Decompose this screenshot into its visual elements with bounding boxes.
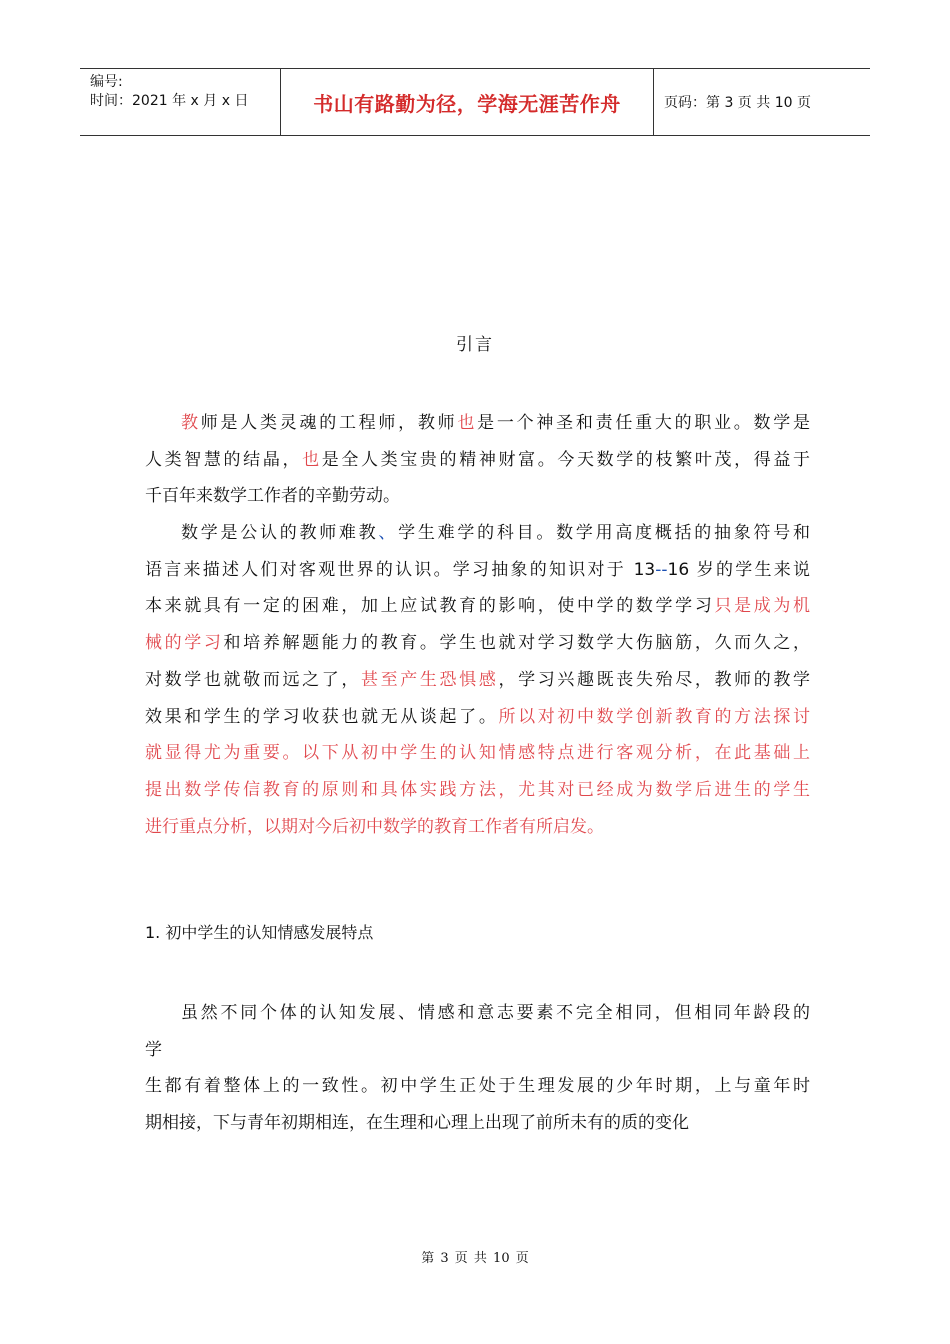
paragraph-line: 生都有着整体上的一致性。初中学生正处于生理发展的少年时期，上与童年时 xyxy=(145,1076,810,1097)
section-heading: 1. 初中学生的认知情感发展特点 xyxy=(145,923,374,942)
paragraph-line: 进行重点分析，以期对今后初中数学的教育工作者有所启发。 xyxy=(145,816,604,837)
header-page-label: 页码：第 3 页 共 10 页 xyxy=(664,95,811,111)
page-header xyxy=(80,68,870,136)
paragraph-2 xyxy=(145,515,810,845)
header-motto: 书山有路勤为径，学海无涯苦作舟 xyxy=(281,69,654,135)
header-meta xyxy=(80,69,281,135)
paragraph-line: 教师是人类灵魂的工程师，教师也是一个神圣和责任重大的职业。数学是 xyxy=(181,413,811,433)
paragraph-line: 对数学也就敬而远之了，甚至产生恐惧感，学习兴趣既丧失殆尽，教师的教学 xyxy=(145,669,811,690)
paragraph-line: 本来就具有一定的困难，加上应试教育的影响，使中学的数学学习只是成为机 xyxy=(145,596,810,617)
paragraph-line: 学 xyxy=(145,1039,162,1060)
paragraph-line: 期相接，下与青年初期相连，在生理和心理上出现了前所未有的质的变化 xyxy=(145,1113,689,1134)
number-label: 编号: xyxy=(90,74,123,90)
paragraph-line: 语言来描述人们对客观世界的认识。学习抽象的知识对于 13--16 岁的学生来说 xyxy=(145,559,810,580)
paragraph-line: 就显得尤为重要。以下从初中学生的认知情感特点进行客观分析，在此基础上 xyxy=(145,743,810,764)
paragraph-line: 虽然不同个体的认知发展、情感和意志要素不完全相同，但相同年龄段的 xyxy=(181,1003,810,1023)
paragraph-line: 人类智慧的结晶，也是全人类宝贵的精神财富。今天数学的枝繁叶茂，得益于 xyxy=(145,449,811,470)
paragraph-1 xyxy=(145,405,810,515)
paragraph-line: 械的学习和培养解题能力的教育。学生也就对学习数学大伤脑筋，久而久之， xyxy=(145,633,811,654)
paragraph-3 xyxy=(145,995,810,1142)
page-title: 引言 xyxy=(456,335,494,355)
paragraph-line: 提出数学传信教育的原则和具体实践方法，尤其对已经成为数学后进生的学生 xyxy=(145,779,810,800)
page-footer: 第 3 页 共 10 页 xyxy=(421,1251,529,1266)
paragraph-line: 千百年来数学工作者的辛勤劳动。 xyxy=(145,486,400,507)
paragraph-line: 效果和学生的学习收获也就无从谈起了。所以对初中数学创新教育的方法探讨 xyxy=(145,706,811,727)
paragraph-line: 数学是公认的教师难教、学生难学的科目。数学用高度概括的抽象符号和 xyxy=(181,523,811,543)
time-label: 时间：2021 年 x 月 x 日 xyxy=(90,93,249,109)
